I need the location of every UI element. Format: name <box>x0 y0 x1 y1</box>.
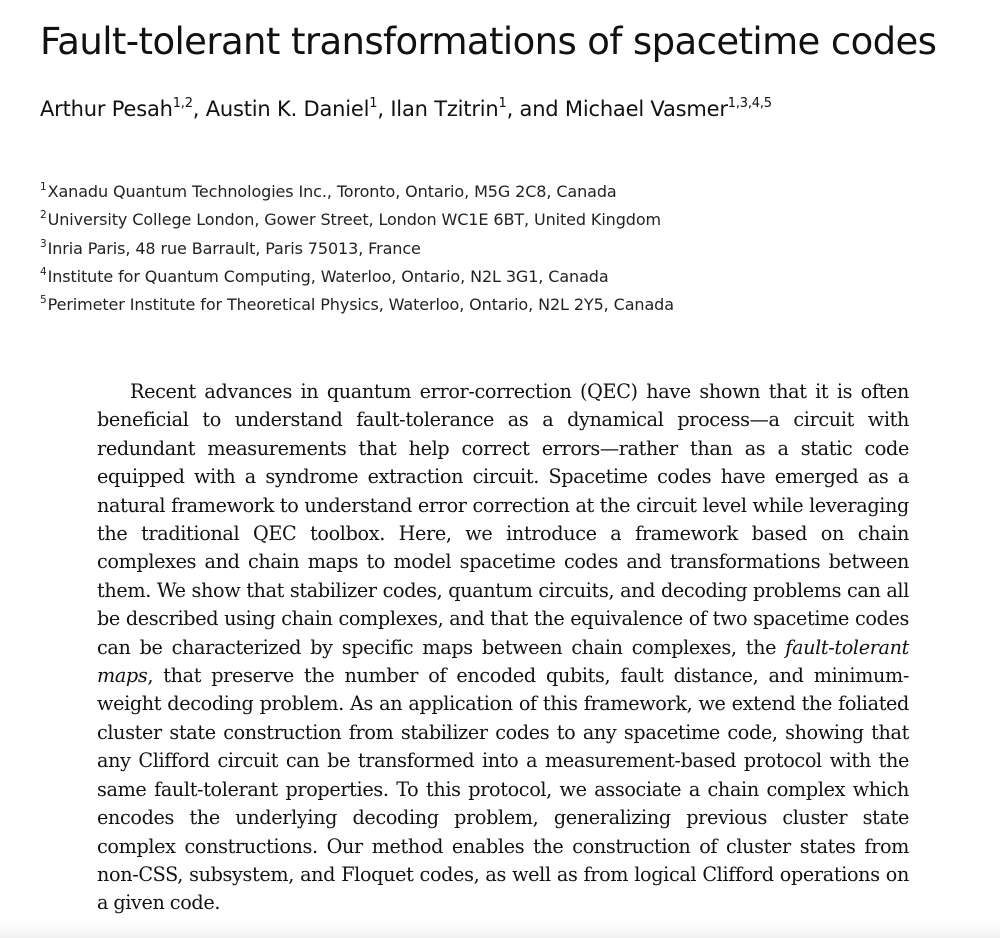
affiliation-text: University College London, Gower Street, London WC1E 6BT, United Kingdom <box>47 210 661 230</box>
author-affiliation-marker: 1,3,4,5 <box>727 96 772 111</box>
affiliation-item <box>40 206 960 234</box>
page-bottom-edge <box>0 922 1000 938</box>
author-name: Ilan Tzitrin <box>390 97 499 121</box>
affiliation-list <box>40 178 960 319</box>
affiliation-number: 1 <box>40 181 47 193</box>
affiliation-item <box>40 178 960 206</box>
author-separator: , and <box>506 97 565 121</box>
author-list <box>40 97 980 121</box>
affiliation-item <box>40 235 960 263</box>
affiliation-number: 3 <box>40 237 47 250</box>
affiliation-number: 4 <box>40 265 47 278</box>
affiliation-item <box>40 263 960 291</box>
author-affiliation-marker: 1 <box>369 96 378 111</box>
affiliation-item <box>40 291 960 319</box>
affiliation-text: Institute for Quantum Computing, Waterloo, Ontario, N2L 3G1, Canada <box>47 266 609 286</box>
abstract-emphasis: fault-tolerant maps <box>97 635 909 688</box>
abstract-paragraph <box>97 378 909 918</box>
author-affiliation-marker: 1,2 <box>172 96 193 111</box>
author-separator: , <box>192 97 206 121</box>
author-name: Arthur Pesah <box>40 97 173 121</box>
author-name: Austin K. Daniel <box>205 97 370 121</box>
author-affiliation-marker: 1 <box>498 96 507 111</box>
abstract-text-continued: , that preserve the number of encoded qubits, fault distance, and minimum-weight decoding problem. As an application of this framework, we extend the foliated cluster state construction from stabilizer codes to any spacetime code, showing that any Clifford circuit can be transformed into a measurement-based protocol with the same fault-tolerant properties. To this protocol, we associate a chain complex which encodes the underlying decoding problem, generalizing previous cluster state complex constructions. Our method enables the construction of cluster states from non-CSS, subsystem, and Floquet codes, as well as from logical Clifford operations on a given code. <box>97 664 909 915</box>
affiliation-number: 2 <box>40 209 47 222</box>
affiliation-text: Inria Paris, 48 rue Barrault, Paris 75013, France <box>47 238 421 258</box>
author-separator: , <box>377 97 391 121</box>
author-name: Michael Vasmer <box>564 97 728 121</box>
affiliation-number: 5 <box>40 294 47 307</box>
affiliation-text: Xanadu Quantum Technologies Inc., Toronto, Ontario, M5G 2C8, Canada <box>47 182 617 201</box>
affiliation-text: Perimeter Institute for Theoretical Physics, Waterloo, Ontario, N2L 2Y5, Canada <box>47 295 674 315</box>
paper-title: Fault-tolerant transformations of spacetime codes <box>40 20 937 63</box>
abstract-text: Recent advances in quantum error-correction (QEC) have shown that it is often beneficial to understand fault-tolerance as a dynamical process—a circuit with redundant measurements that help correct errors—rather than as a static code equipped with a syndrome extraction circuit. Spacetime codes have emerged as a natural framework to understand error correction at the circuit level while leveraging the traditional QEC toolbox. Here, we introduce a framework based on chain complexes and chain maps to model spacetime codes and transformations between them. We show that stabilizer codes, quantum circuits, and decoding problems can all be described using chain complexes, and that the equivalence of two spacetime codes can be characterized by specific maps between chain complexes, the <box>97 380 909 659</box>
